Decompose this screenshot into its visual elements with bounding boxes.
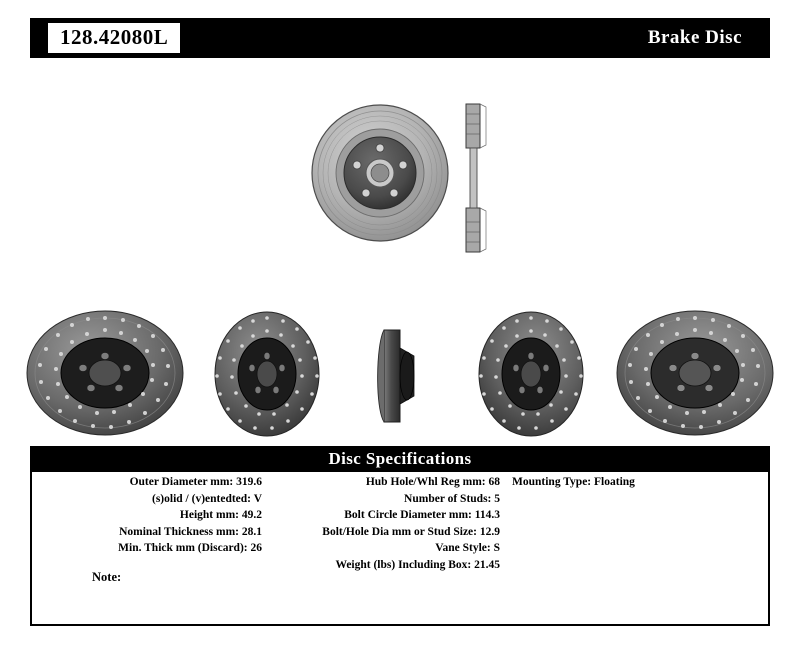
spec-value: 114.3 bbox=[474, 509, 500, 521]
brake-disc-face-view bbox=[310, 98, 450, 253]
disc-specifications-content bbox=[32, 474, 768, 584]
spec-row bbox=[270, 507, 500, 524]
spec-row bbox=[270, 540, 500, 557]
spec-label: Hub Hole/Whl Reg mm: bbox=[365, 476, 486, 488]
spec-row bbox=[32, 540, 262, 557]
spec-row bbox=[32, 524, 262, 541]
brake-disc-drilled-angled-right bbox=[465, 310, 595, 443]
spec-label: (s)olid / (v)entedted: bbox=[152, 492, 252, 505]
spec-value: 12.9 bbox=[479, 525, 500, 538]
spec-label: Height mm: bbox=[179, 509, 239, 521]
disc-specifications-title: Disc Specifications bbox=[30, 446, 770, 472]
spec-value: V bbox=[253, 492, 262, 505]
brake-disc-drilled-face-left bbox=[25, 308, 185, 443]
header-bar bbox=[30, 18, 770, 58]
brake-disc-drilled-angled-left bbox=[205, 310, 335, 443]
spec-value: 28.1 bbox=[241, 525, 262, 538]
spec-row bbox=[270, 557, 500, 574]
spec-row bbox=[270, 524, 500, 541]
spec-row bbox=[32, 474, 262, 491]
spec-column-right bbox=[512, 474, 762, 491]
brake-disc-edge-section-view bbox=[452, 98, 502, 263]
spec-value: 21.45 bbox=[474, 558, 500, 571]
spec-row bbox=[512, 474, 762, 491]
note-label: Note: bbox=[92, 570, 122, 584]
spec-value: Floating bbox=[594, 476, 635, 488]
brake-disc-drilled-face-right bbox=[615, 308, 775, 443]
spec-label: Vane Style: bbox=[435, 542, 491, 554]
spec-label: Min. Thick mm (Discard): bbox=[118, 542, 248, 554]
note-row bbox=[92, 570, 121, 585]
spec-label: Number of Studs: bbox=[404, 492, 492, 505]
spec-row bbox=[270, 474, 500, 491]
spec-value: S bbox=[493, 542, 500, 554]
spec-column-left bbox=[32, 474, 262, 557]
spec-label: Outer Diameter mm: bbox=[129, 476, 234, 488]
spec-value: 5 bbox=[494, 492, 500, 505]
spec-label: Nominal Thickness mm: bbox=[119, 525, 239, 538]
page-title: Brake Disc bbox=[647, 27, 742, 48]
spec-value: 49.2 bbox=[241, 509, 262, 521]
spec-row bbox=[32, 507, 262, 524]
part-number-label: 128.42080L bbox=[48, 23, 180, 52]
spec-row bbox=[270, 491, 500, 508]
spec-column-middle bbox=[270, 474, 500, 573]
product-illustrations bbox=[0, 58, 800, 438]
spec-label: Weight (lbs) Including Box: bbox=[335, 558, 472, 571]
spec-value: 68 bbox=[488, 476, 500, 488]
spec-label: Mounting Type: bbox=[512, 476, 592, 488]
brake-disc-edge-profile bbox=[370, 326, 432, 431]
spec-row bbox=[32, 491, 262, 508]
spec-label: Bolt Circle Diameter mm: bbox=[344, 509, 472, 521]
spec-value: 26 bbox=[250, 542, 262, 554]
spec-value: 319.6 bbox=[236, 476, 262, 488]
spec-label: Bolt/Hole Dia mm or Stud Size: bbox=[322, 525, 477, 538]
